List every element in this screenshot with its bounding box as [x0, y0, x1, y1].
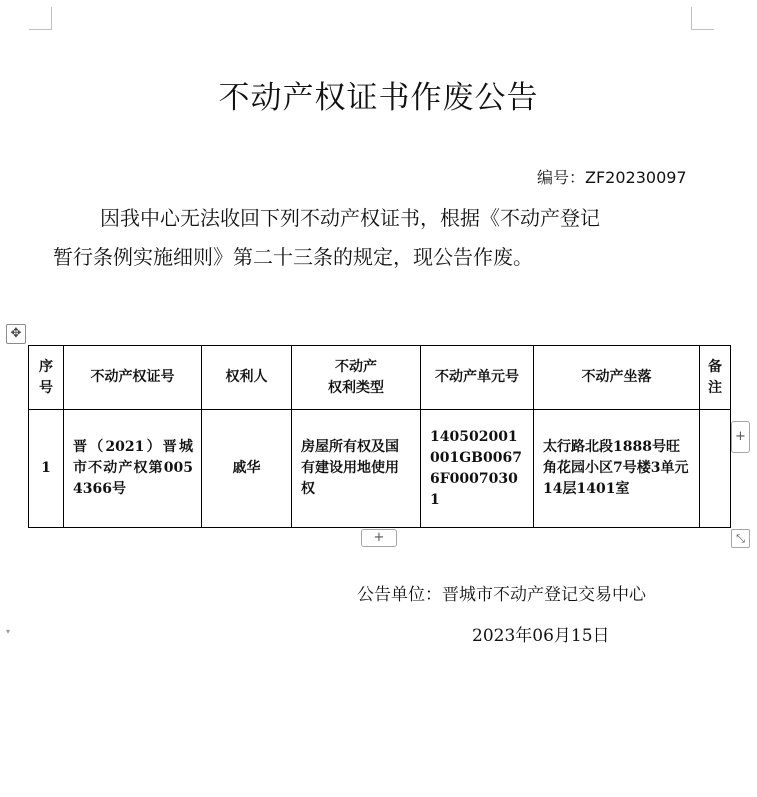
page-corner-mark-top-right — [691, 7, 714, 30]
issuer-line: 公告单位：晋城市不动产登记交易中心 — [357, 585, 646, 605]
header-right-type-line2: 权利类型 — [328, 379, 384, 396]
header-holder: 权利人 — [202, 346, 292, 410]
body-line-1: 因我中心无法收回下列不动产权证书，根据《不动产登记 — [100, 206, 600, 230]
header-seq-line2: 号 — [39, 379, 53, 396]
table-row — [29, 410, 731, 528]
add-row-button[interactable]: + — [361, 529, 397, 547]
header-remark — [700, 346, 731, 410]
header-remark-line1: 备 — [708, 358, 722, 375]
body-line-2: 暂行条例实施细则》第二十三条的规定，现公告作废。 — [53, 245, 533, 269]
certificate-table — [28, 345, 731, 528]
cell-right-type: 房屋所有权及国有建设用地使用权 — [292, 410, 421, 528]
header-cert-no: 不动产权证号 — [64, 346, 202, 410]
page-corner-mark-top-left — [29, 7, 52, 30]
header-right-type-line1: 不动产 — [335, 358, 377, 375]
header-remark-line2: 注 — [708, 379, 722, 396]
cell-cert-no: 晋（2021）晋城市不动产权第0054366号 — [64, 410, 202, 528]
table-header-row — [29, 346, 731, 410]
header-location: 不动产坐落 — [534, 346, 700, 410]
document-number: 编号：ZF20230097 — [537, 168, 687, 187]
cell-location: 太行路北段1888号旺角花园小区7号楼3单元14层1401室 — [534, 410, 700, 528]
header-right-type — [292, 346, 421, 410]
header-seq-line1: 序 — [39, 358, 53, 375]
header-unit-no: 不动产单元号 — [421, 346, 534, 410]
table-move-handle-icon[interactable]: ✥ — [6, 324, 26, 344]
document-title: 不动产权证书作废公告 — [218, 80, 539, 116]
cell-holder: 戚华 — [202, 410, 292, 528]
margin-marker-icon: ▾ — [6, 627, 11, 636]
cell-seq: 1 — [29, 410, 64, 528]
cell-unit-no: 140502001001GB00676F00070301 — [421, 410, 534, 528]
cell-remark — [700, 410, 731, 528]
add-column-button[interactable]: + — [731, 421, 750, 453]
header-seq — [29, 346, 64, 410]
body-paragraph — [53, 199, 703, 277]
table-resize-handle-icon[interactable]: ⤡ — [731, 529, 750, 548]
issue-date: 2023年06月15日 — [472, 626, 610, 646]
